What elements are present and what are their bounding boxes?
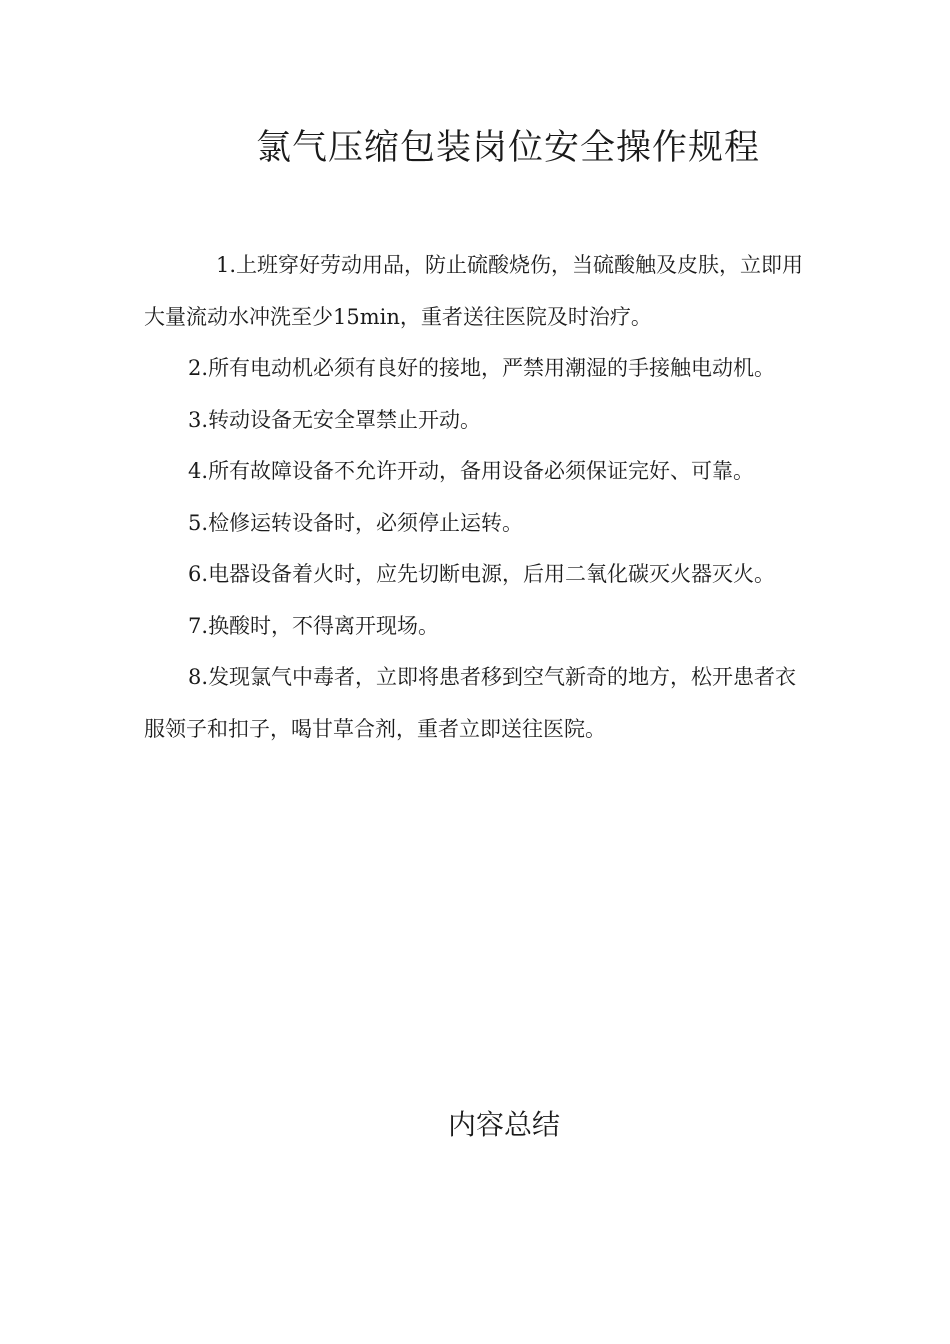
rule-separator: . (201, 613, 209, 638)
rule-text: 电器设备着火时，应先切断电源，后用二氧化碳灭火器灭火。 (208, 562, 776, 586)
rule-separator: . (201, 459, 209, 483)
rule-item (144, 652, 809, 755)
page-title: 氯气压缩包装岗位安全操作规程 (255, 128, 760, 168)
rule-number: 8 (188, 665, 202, 689)
rule-text: 转动设备无安全罩禁止开动。 (208, 407, 482, 432)
rule-text: 上班穿好劳动用品，防止硫酸烧伤，当硫酸触及皮肤，立即用大量流动水冲洗至少15min，重者送往医院及时治疗。 (144, 253, 804, 329)
rule-number: 1 (216, 253, 230, 277)
rule-separator: . (201, 407, 209, 432)
rule-item (144, 498, 809, 550)
rule-text: 检修运转设备时，必须停止运转。 (208, 510, 524, 535)
rule-text: 发现氯气中毒者，立即将患者移到空气新奇的地方，松开患者衣服领子和扣子，喝甘草合剂，重者立即送往医院。 (144, 665, 797, 741)
rule-text: 所有电动机必须有良好的接地，严禁用潮湿的手接触电动机。 (208, 356, 776, 380)
rule-separator: . (201, 356, 209, 380)
rule-item (144, 240, 809, 343)
rule-number: 2 (188, 356, 202, 380)
rule-separator: . (229, 253, 237, 277)
rule-number: 4 (188, 459, 202, 483)
rule-number: 6 (188, 562, 202, 586)
rule-number: 5 (188, 510, 202, 535)
rule-separator: . (201, 562, 209, 586)
rule-separator: . (201, 665, 209, 689)
rule-item (144, 446, 809, 498)
rule-item (144, 395, 809, 447)
summary-heading: 内容总结 (447, 1108, 560, 1141)
rule-text: 换酸时，不得离开现场。 (208, 613, 440, 638)
rule-item (144, 343, 809, 395)
rule-number: 3 (188, 407, 202, 432)
rule-separator: . (201, 510, 209, 535)
rule-item (144, 549, 809, 601)
rule-number: 7 (188, 613, 202, 638)
rule-text: 所有故障设备不允许开动，备用设备必须保证完好、可靠。 (208, 459, 755, 483)
rule-item (144, 601, 809, 653)
rules-list (144, 240, 809, 755)
